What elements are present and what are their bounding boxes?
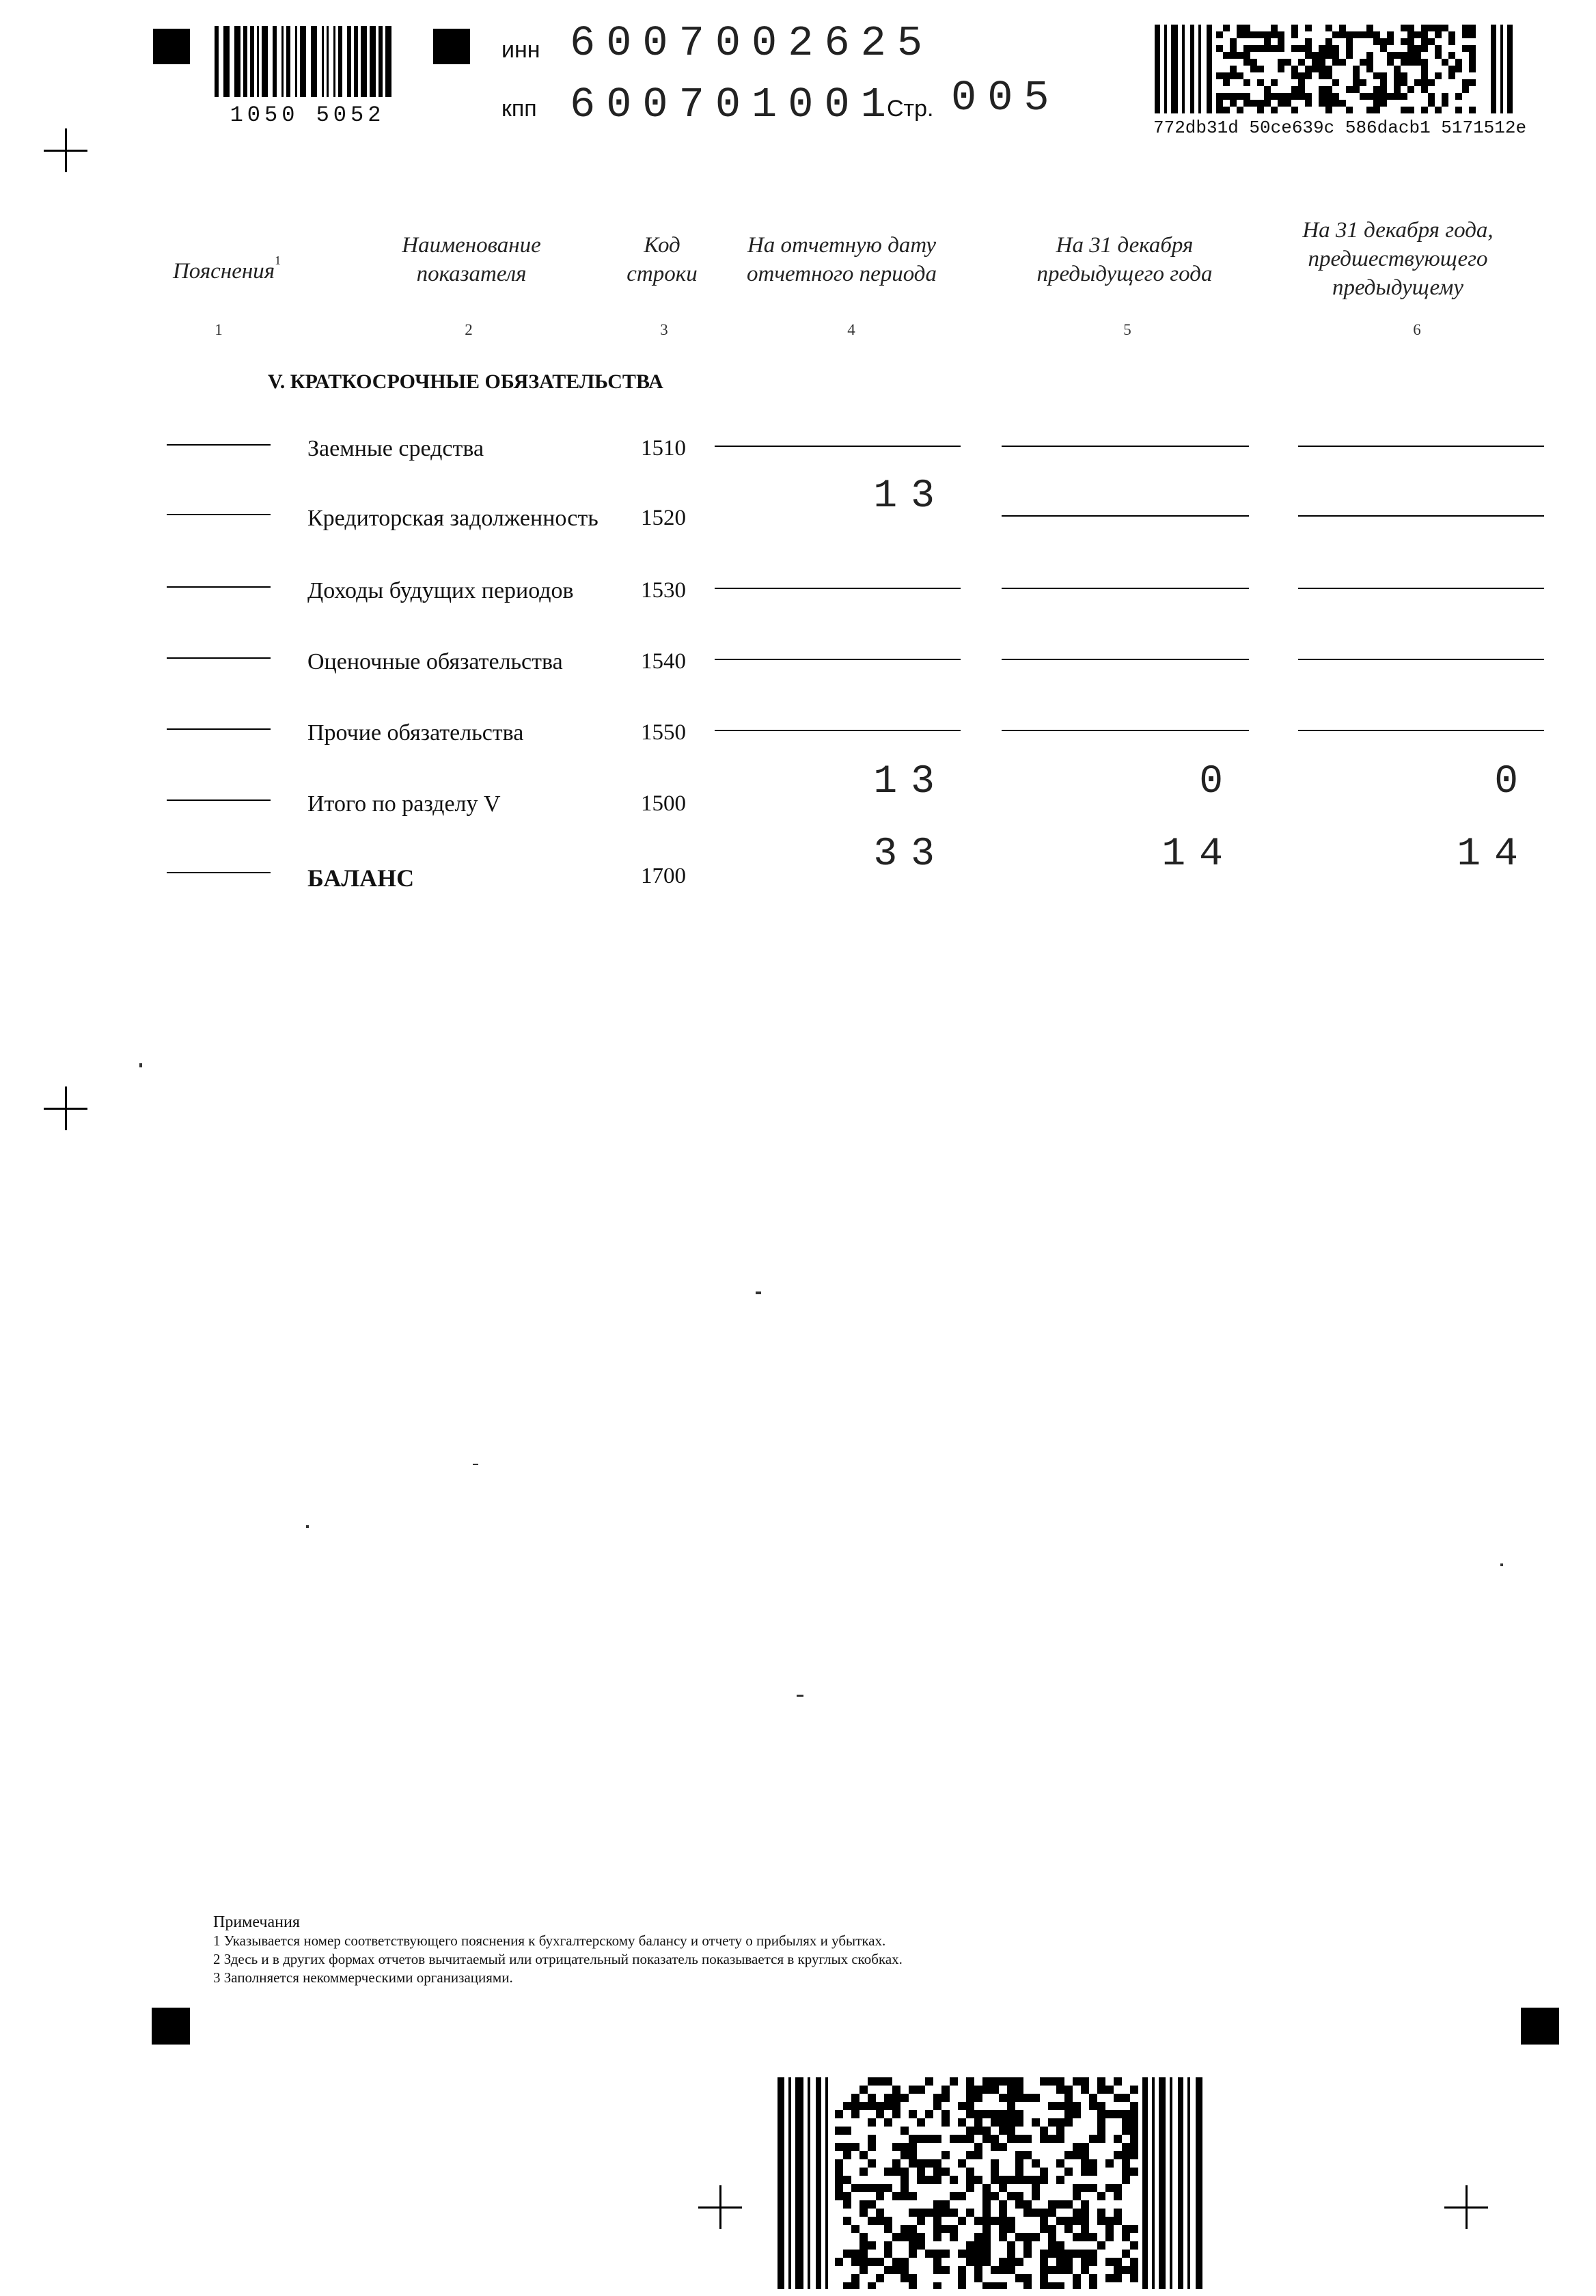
value-blank-v4 (715, 659, 961, 660)
row-name: БАЛАНС (307, 864, 415, 892)
value-v6: 14 (1457, 832, 1532, 877)
registration-marker (153, 29, 190, 64)
notes-title: Примечания (213, 1913, 300, 1931)
crosshair-mark (1444, 2185, 1488, 2229)
row-code: 1520 (641, 506, 686, 530)
value-blank-v6 (1298, 515, 1544, 517)
scan-speck (756, 1292, 761, 1294)
column-number: 4 (847, 321, 855, 338)
row-name: Заемные средства (307, 436, 484, 461)
registration-marker (1521, 2008, 1559, 2045)
column-number: 2 (465, 321, 473, 338)
column-number: 5 (1123, 321, 1131, 338)
notes-block (213, 1913, 1101, 1987)
kpp-label: кпп (501, 96, 537, 122)
column-header-label: Пояснения (172, 259, 275, 284)
crosshair-mark (44, 128, 87, 172)
page-value: 005 (951, 74, 1060, 122)
explanation-blank (167, 800, 271, 801)
column-header-indicator: Наименование показателя (402, 233, 541, 286)
row-name: Прочие обязательства (307, 720, 524, 746)
footnote-marker: 1 (275, 254, 281, 267)
explanation-blank (167, 728, 271, 730)
datamatrix-code (1155, 25, 1514, 113)
column-header-prev-year: На 31 декабря предыдущего года (1036, 233, 1213, 286)
row-code: 1530 (641, 578, 686, 603)
value-blank-v5 (1002, 730, 1249, 731)
explanation-blank (167, 444, 271, 446)
scan-speck (306, 1525, 309, 1528)
note-line: 2 Здесь и в других формах отчетов вычитаемый или отрицательный показатель показывается в круглых скобках. (213, 1951, 903, 1967)
value-v6: 0 (1494, 760, 1532, 804)
column-header-year-before: На 31 декабря года, предшествующего предыдущему (1302, 218, 1494, 300)
value-blank-v5 (1002, 446, 1249, 447)
row-name: Оценочные обязательства (307, 649, 563, 674)
value-blank-v4 (715, 446, 961, 447)
column-header-code: Код строки (627, 233, 698, 286)
section-title: V. КРАТКОСРОЧНЫЕ ОБЯЗАТЕЛЬСТВА (268, 370, 663, 393)
value-blank-v6 (1298, 588, 1544, 589)
value-v5: 0 (1199, 760, 1237, 804)
scan-speck (139, 1063, 142, 1067)
scan-speck (797, 1695, 803, 1697)
column-number: 3 (660, 321, 668, 338)
value-v4: 33 (873, 832, 948, 877)
value-v4: 13 (873, 474, 948, 519)
row-name: Итого по разделу V (307, 791, 501, 817)
value-blank-v4 (715, 588, 961, 589)
value-blank-v6 (1298, 446, 1544, 447)
value-blank-v5 (1002, 515, 1249, 517)
scan-speck (473, 1464, 478, 1465)
barcode-number: 1050 5052 (230, 102, 385, 128)
row-name: Доходы будущих периодов (307, 578, 574, 603)
inn-value: 6007002625 (570, 19, 934, 68)
explanation-blank (167, 872, 271, 873)
column-header-explanations (159, 246, 295, 286)
value-v5: 14 (1161, 832, 1237, 877)
explanation-blank (167, 586, 271, 588)
crosshair-mark (44, 1086, 87, 1130)
column-header-reporting-date: На отчетную дату отчетного периода (746, 233, 937, 286)
row-code: 1700 (641, 864, 686, 888)
note-line: 3 Заполняется некоммерческими организациями. (213, 1969, 513, 1986)
inn-label: инн (501, 37, 540, 63)
kpp-value: 600701001 (570, 81, 897, 129)
value-blank-v5 (1002, 659, 1249, 660)
document-hash: 772db31d 50ce639c 586dacb1 5171512e (1153, 118, 1527, 138)
registration-marker (152, 2008, 190, 2045)
registration-marker (433, 29, 470, 64)
value-v4: 13 (873, 760, 948, 804)
explanation-blank (167, 514, 271, 515)
pdf417-barcode (778, 2077, 1205, 2289)
value-blank-v5 (1002, 588, 1249, 589)
page-label: Стр. (887, 96, 934, 122)
column-number: 6 (1413, 321, 1421, 338)
value-blank-v6 (1298, 730, 1544, 731)
row-code: 1510 (641, 436, 686, 461)
row-code: 1500 (641, 791, 686, 816)
row-name: Кредиторская задолженность (307, 506, 598, 531)
value-blank-v6 (1298, 659, 1544, 660)
scan-speck (1500, 1563, 1503, 1566)
explanation-blank (167, 657, 271, 659)
row-code: 1540 (641, 649, 686, 674)
row-code: 1550 (641, 720, 686, 745)
linear-barcode (213, 26, 398, 101)
note-line: 1 Указывается номер соответствующего пояснения к бухгалтерскому балансу и отчету о прибылях и убытках. (213, 1932, 886, 1949)
crosshair-mark (698, 2185, 742, 2229)
value-blank-v4 (715, 730, 961, 731)
column-number: 1 (215, 321, 223, 338)
